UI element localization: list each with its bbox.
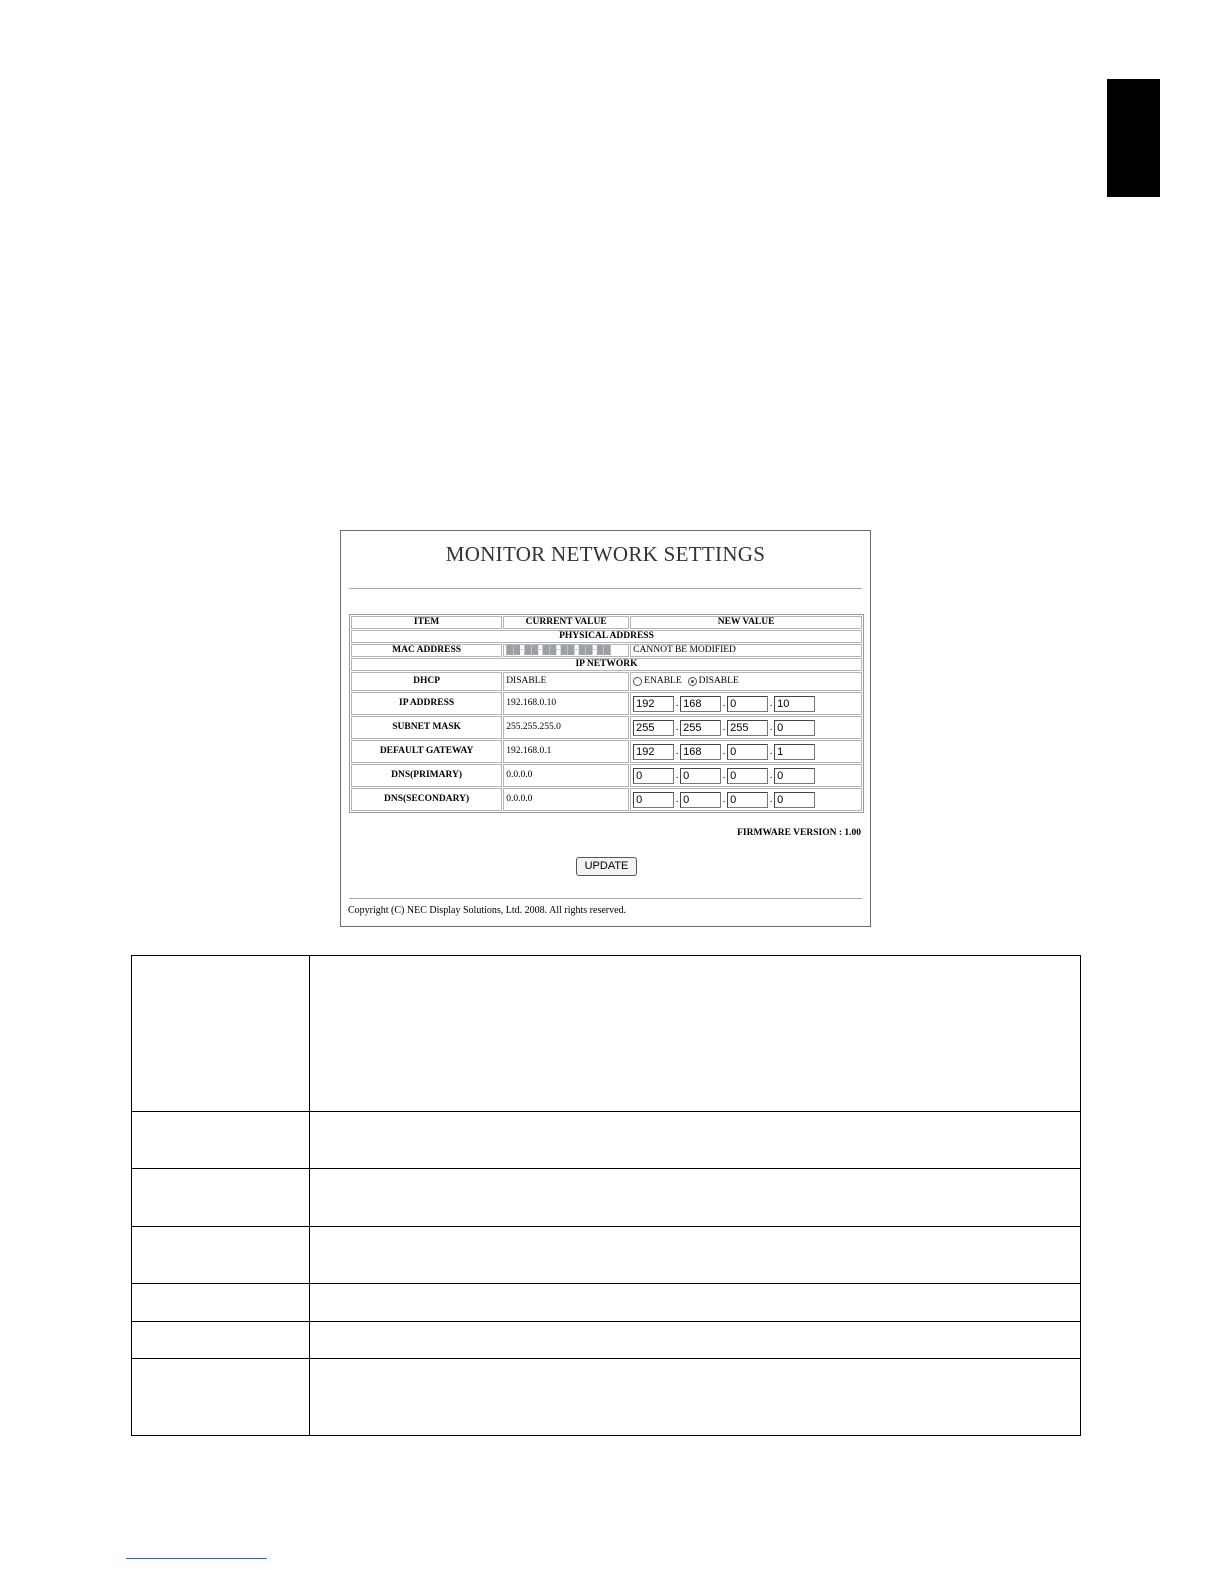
description-detail-cell xyxy=(310,956,1081,1112)
description-term-cell xyxy=(132,1169,310,1227)
physical-address-section: PHYSICAL ADDRESS xyxy=(351,630,862,643)
subnet-mask-current: 255.255.255.0 xyxy=(503,716,629,739)
dhcp-disable-option[interactable] xyxy=(688,676,739,687)
dhcp-current: DISABLE xyxy=(503,672,629,691)
octet-separator: . xyxy=(722,697,726,709)
network-settings-table xyxy=(349,614,864,813)
section-row-ip xyxy=(351,658,862,671)
footer-divider xyxy=(349,898,862,899)
description-row xyxy=(132,1169,1081,1227)
dns-primary-octet-2[interactable]: 0 xyxy=(680,768,721,784)
row-mac-address xyxy=(351,644,862,657)
subnet-mask-label: SUBNET MASK xyxy=(351,716,502,739)
row-dns-secondary xyxy=(351,788,862,811)
header-new-value: NEW VALUE xyxy=(630,616,862,629)
header-current-value: CURRENT VALUE xyxy=(503,616,629,629)
description-row xyxy=(132,1284,1081,1322)
footer-link-underline[interactable] xyxy=(126,1558,267,1559)
octet-separator: . xyxy=(769,793,773,805)
subnet-mask-new xyxy=(630,716,862,739)
dns-primary-octet-1[interactable]: 0 xyxy=(633,768,674,784)
dhcp-new xyxy=(630,672,862,691)
default-gateway-label: DEFAULT GATEWAY xyxy=(351,740,502,763)
octet-separator: . xyxy=(675,769,679,781)
ip-address-label: IP ADDRESS xyxy=(351,692,502,715)
default-gateway-octet-3[interactable]: 0 xyxy=(727,744,768,760)
description-detail-cell xyxy=(310,1112,1081,1169)
default-gateway-octet-1[interactable]: 192 xyxy=(633,744,674,760)
mac-address-label: MAC ADDRESS xyxy=(351,644,502,657)
octet-separator: . xyxy=(769,745,773,757)
octet-separator: . xyxy=(675,793,679,805)
dns-secondary-current: 0.0.0.0 xyxy=(503,788,629,811)
ip-address-octet-3[interactable]: 0 xyxy=(727,696,768,712)
firmware-version: FIRMWARE VERSION : 1.00 xyxy=(737,828,861,838)
octet-separator: . xyxy=(722,793,726,805)
row-subnet-mask xyxy=(351,716,862,739)
subnet-mask-octet-2[interactable]: 255 xyxy=(680,720,721,736)
row-default-gateway xyxy=(351,740,862,763)
description-term-cell xyxy=(132,956,310,1112)
dns-secondary-octet-1[interactable]: 0 xyxy=(633,792,674,808)
octet-separator: . xyxy=(675,697,679,709)
header-item: ITEM xyxy=(351,616,502,629)
default-gateway-octet-4[interactable]: 1 xyxy=(774,744,815,760)
network-settings-screenshot xyxy=(340,530,871,927)
dns-primary-new xyxy=(630,764,862,787)
description-row xyxy=(132,1322,1081,1359)
description-term-cell xyxy=(132,1359,310,1436)
row-dns-primary xyxy=(351,764,862,787)
description-term-cell xyxy=(132,1284,310,1322)
ip-address-new xyxy=(630,692,862,715)
octet-separator: . xyxy=(675,721,679,733)
dhcp-enable-option[interactable] xyxy=(633,676,681,687)
default-gateway-octet-2[interactable]: 168 xyxy=(680,744,721,760)
dns-secondary-octet-4[interactable]: 0 xyxy=(774,792,815,808)
description-detail-cell xyxy=(310,1359,1081,1436)
default-gateway-new xyxy=(630,740,862,763)
copyright-text: Copyright (C) NEC Display Solutions, Ltd. 2008. All rights reserved. xyxy=(348,905,627,916)
description-row xyxy=(132,1112,1081,1169)
mac-address-note: CANNOT BE MODIFIED xyxy=(630,644,862,657)
dhcp-enable-label: ENABLE xyxy=(644,676,682,686)
description-term-cell xyxy=(132,1227,310,1284)
octet-separator: . xyxy=(769,769,773,781)
ip-address-octet-1[interactable]: 192 xyxy=(633,696,674,712)
ip-address-octet-2[interactable]: 168 xyxy=(680,696,721,712)
ip-address-current: 192.168.0.10 xyxy=(503,692,629,715)
dns-primary-current: 0.0.0.0 xyxy=(503,764,629,787)
dhcp-label: DHCP xyxy=(351,672,502,691)
description-row xyxy=(132,1359,1081,1436)
row-ip-address xyxy=(351,692,862,715)
octet-separator: . xyxy=(769,721,773,733)
description-term-cell xyxy=(132,1112,310,1169)
description-table xyxy=(131,955,1081,1436)
dns-secondary-new xyxy=(630,788,862,811)
section-row-physical xyxy=(351,630,862,643)
dns-secondary-octet-3[interactable]: 0 xyxy=(727,792,768,808)
dns-secondary-octet-2[interactable]: 0 xyxy=(680,792,721,808)
octet-separator: . xyxy=(722,745,726,757)
default-gateway-current: 192.168.0.1 xyxy=(503,740,629,763)
octet-separator: . xyxy=(675,745,679,757)
subnet-mask-octet-4[interactable]: 0 xyxy=(774,720,815,736)
row-dhcp xyxy=(351,672,862,691)
description-row xyxy=(132,956,1081,1112)
description-row xyxy=(132,1227,1081,1284)
page-title: MONITOR NETWORK SETTINGS xyxy=(445,542,766,566)
dns-primary-octet-3[interactable]: 0 xyxy=(727,768,768,784)
octet-separator: . xyxy=(722,769,726,781)
title-divider xyxy=(349,588,862,589)
description-term-cell xyxy=(132,1322,310,1359)
dhcp-disable-label: DISABLE xyxy=(698,676,739,686)
dns-secondary-label: DNS(SECONDARY) xyxy=(351,788,502,811)
octet-separator: . xyxy=(722,721,726,733)
dns-primary-octet-4[interactable]: 0 xyxy=(774,768,815,784)
ip-address-octet-4[interactable]: 10 xyxy=(774,696,815,712)
description-detail-cell xyxy=(310,1227,1081,1284)
side-tab-marker xyxy=(1107,79,1160,197)
dhcp-enable-radio[interactable] xyxy=(633,677,642,686)
description-detail-cell xyxy=(310,1284,1081,1322)
subnet-mask-octet-1[interactable]: 255 xyxy=(633,720,674,736)
mac-address-current: ██-██-██-██-██-██ xyxy=(503,644,629,657)
dhcp-disable-radio[interactable] xyxy=(688,677,697,686)
description-detail-cell xyxy=(310,1322,1081,1359)
dns-primary-label: DNS(PRIMARY) xyxy=(351,764,502,787)
description-detail-cell xyxy=(310,1169,1081,1227)
octet-separator: . xyxy=(769,697,773,709)
update-button[interactable]: UPDATE xyxy=(576,857,637,876)
ip-network-section: IP NETWORK xyxy=(351,658,862,671)
header-row xyxy=(351,616,862,629)
subnet-mask-octet-3[interactable]: 255 xyxy=(727,720,768,736)
